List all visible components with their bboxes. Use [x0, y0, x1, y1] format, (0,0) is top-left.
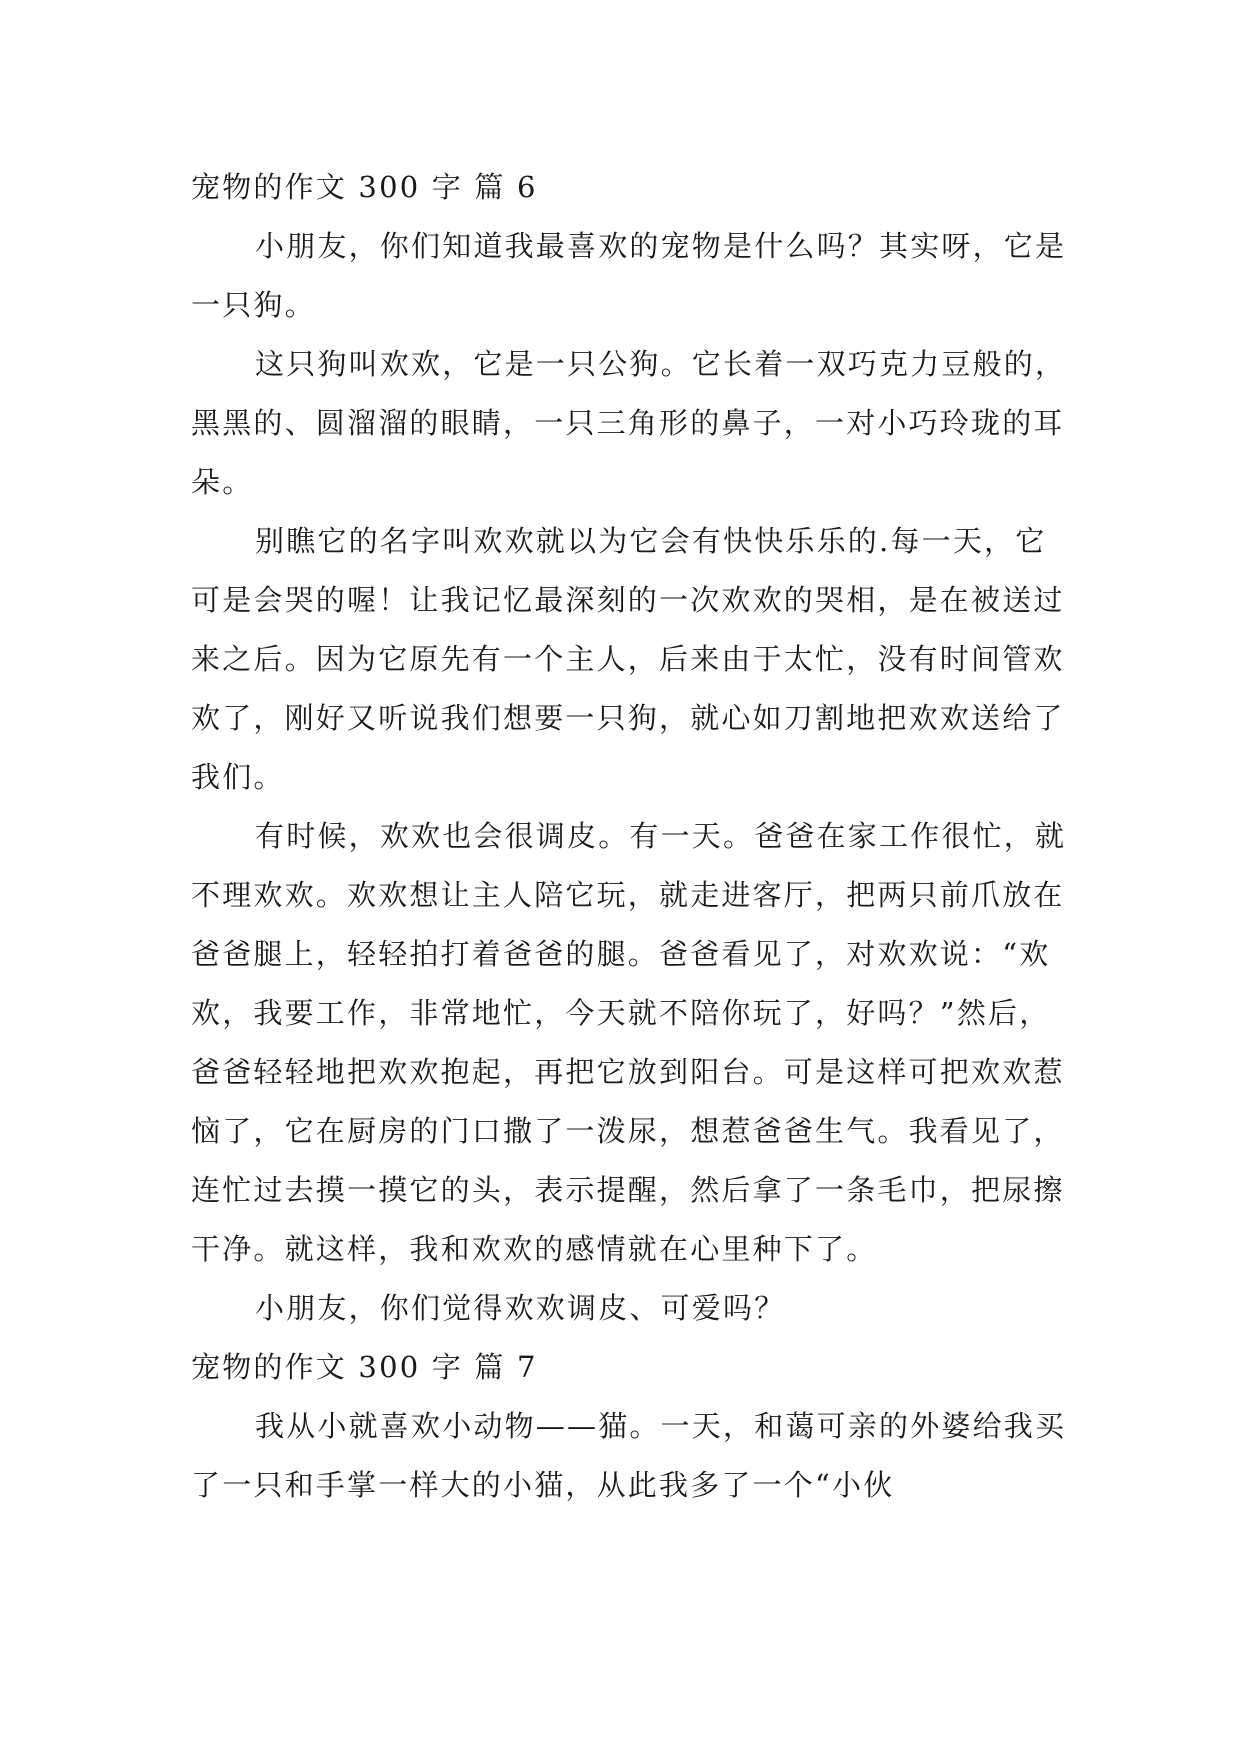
paragraph: 我从小就喜欢小动物——猫。一天，和蔼可亲的外婆给我买了一只和手掌一样大的小猫，从此我多了一个“小伙	[191, 1409, 1067, 1502]
paragraph: 别瞧它的名字叫欢欢就以为它会有快快乐乐的.每一天，它可是会哭的喔！让我记忆最深刻的一次欢欢的哭相，是在被送过来之后。因为它原先有一个主人，后来由于太忙，没有时间管欢欢了，刚好又听说我们想要一只狗，就心如刀割地把欢欢送给了我们。	[191, 524, 1065, 794]
document-body	[191, 158, 1071, 1515]
paragraph: 这只狗叫欢欢，它是一只公狗。它长着一双巧克力豆般的，黑黑的、圆溜溜的眼睛，一只三角形的鼻子，一对小巧玲珑的耳朵。	[191, 347, 1067, 499]
paragraph: 小朋友，你们觉得欢欢调皮、可爱吗？	[255, 1291, 786, 1325]
section-title-7: 宠物的作文 300 字 篇 7	[191, 1350, 538, 1384]
section-title-6: 宠物的作文 300 字 篇 6	[191, 170, 538, 204]
paragraph: 小朋友，你们知道我最喜欢的宠物是什么吗？其实呀，它是一只狗。	[191, 229, 1067, 322]
paragraph: 有时候，欢欢也会很调皮。有一天。爸爸在家工作很忙，就不理欢欢。欢欢想让主人陪它玩，就走进客厅，把两只前爪放在爸爸腿上，轻轻拍打着爸爸的腿。爸爸看见了，对欢欢说：“欢欢，我要工作，非常地忙，今天就不陪你玩了，好吗？”然后，爸爸轻轻地把欢欢抱起，再把它放到阳台。可是这样可把欢欢惹恼了，它在厨房的门口撒了一泼尿，想惹爸爸生气。我看见了，连忙过去摸一摸它的头，表示提醒，然后拿了一条毛巾，把尿擦干净。就这样，我和欢欢的感情就在心里种下了。	[191, 819, 1067, 1266]
